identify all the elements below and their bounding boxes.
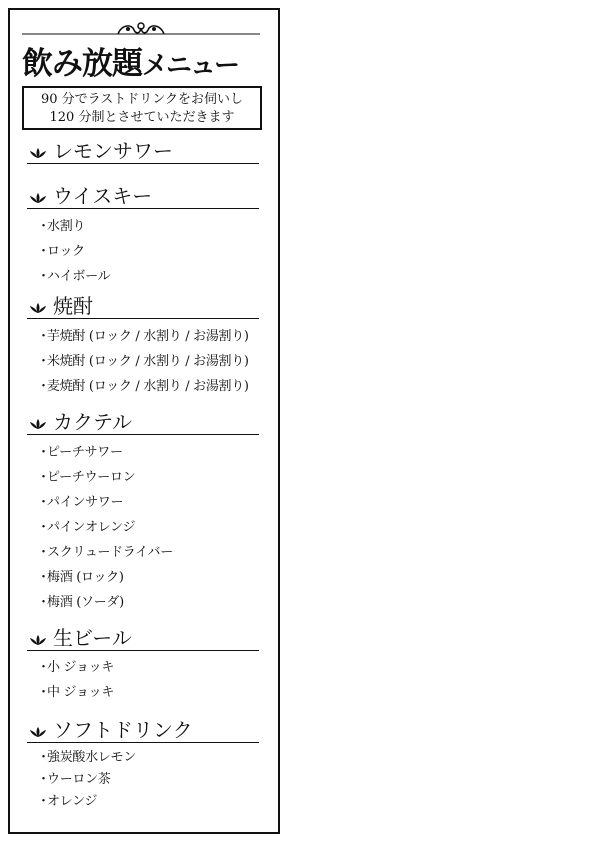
section-shochu: [27, 294, 259, 399]
section-title: カクテル: [53, 410, 132, 434]
section-header: [27, 184, 259, 209]
section-cocktail: [27, 410, 259, 615]
menu-item: ・中 ジョッキ: [37, 685, 115, 700]
lotus-icon: [29, 147, 47, 159]
title-main: 飲み放題: [22, 46, 142, 82]
notice-line-2: 120 分制とさせていただきます: [49, 110, 235, 125]
notice-box: [22, 86, 262, 130]
notice-line-1: 90 分でラストドリンクをお伺いし: [40, 92, 244, 107]
section-header: [27, 718, 259, 743]
menu-item: ・オレンジ: [37, 794, 98, 809]
menu-item: ・米焼酎 (ロック / 水割り / お湯割り): [37, 354, 249, 369]
section-title: レモンサワー: [53, 139, 173, 163]
menu-item: ・ピーチウーロン: [37, 470, 136, 485]
menu-item: ・ピーチサワー: [37, 445, 123, 460]
lotus-icon: [29, 302, 47, 314]
lotus-icon: [29, 634, 47, 646]
section-header: [27, 139, 259, 164]
menu-item: ・水割り: [37, 219, 86, 234]
menu-item: ・麦焼酎 (ロック / 水割り / お湯割り): [37, 379, 249, 394]
section-header: [27, 626, 259, 651]
menu-item: ・芋焼酎 (ロック / 水割り / お湯割り): [37, 329, 249, 344]
menu-item: ・スクリュードライバー: [37, 545, 173, 560]
lotus-icon: [29, 192, 47, 204]
section-lemon-sour: [27, 139, 259, 164]
section-header: [27, 410, 259, 435]
menu-item: ・パインオレンジ: [37, 520, 136, 535]
menu-item: ・強炭酸水レモン: [37, 750, 136, 765]
section-whisky: [27, 184, 259, 289]
lotus-icon: [29, 726, 47, 738]
menu-item: ・梅酒 (ソーダ): [37, 595, 124, 610]
menu-item: ・ハイボール: [37, 269, 111, 284]
menu-item: ・小 ジョッキ: [37, 660, 115, 675]
lotus-icon: [29, 418, 47, 430]
section-title: ウイスキー: [53, 184, 153, 208]
page-title: [22, 44, 262, 86]
section-title: 焼酎: [53, 294, 93, 318]
menu-item: ・ウーロン茶: [37, 772, 111, 787]
ornament-divider: [22, 14, 260, 38]
section-title: ソフトドリンク: [53, 718, 193, 742]
title-sub: メニュー: [142, 51, 239, 81]
menu-item: ・パインサワー: [37, 495, 124, 510]
section-soft-drink: [27, 718, 259, 813]
section-draft-beer: [27, 626, 259, 705]
menu-item: ・梅酒 (ロック): [37, 570, 124, 585]
section-header: [27, 294, 259, 319]
menu-item: ・ロック: [37, 244, 85, 259]
section-title: 生ビール: [53, 626, 132, 650]
